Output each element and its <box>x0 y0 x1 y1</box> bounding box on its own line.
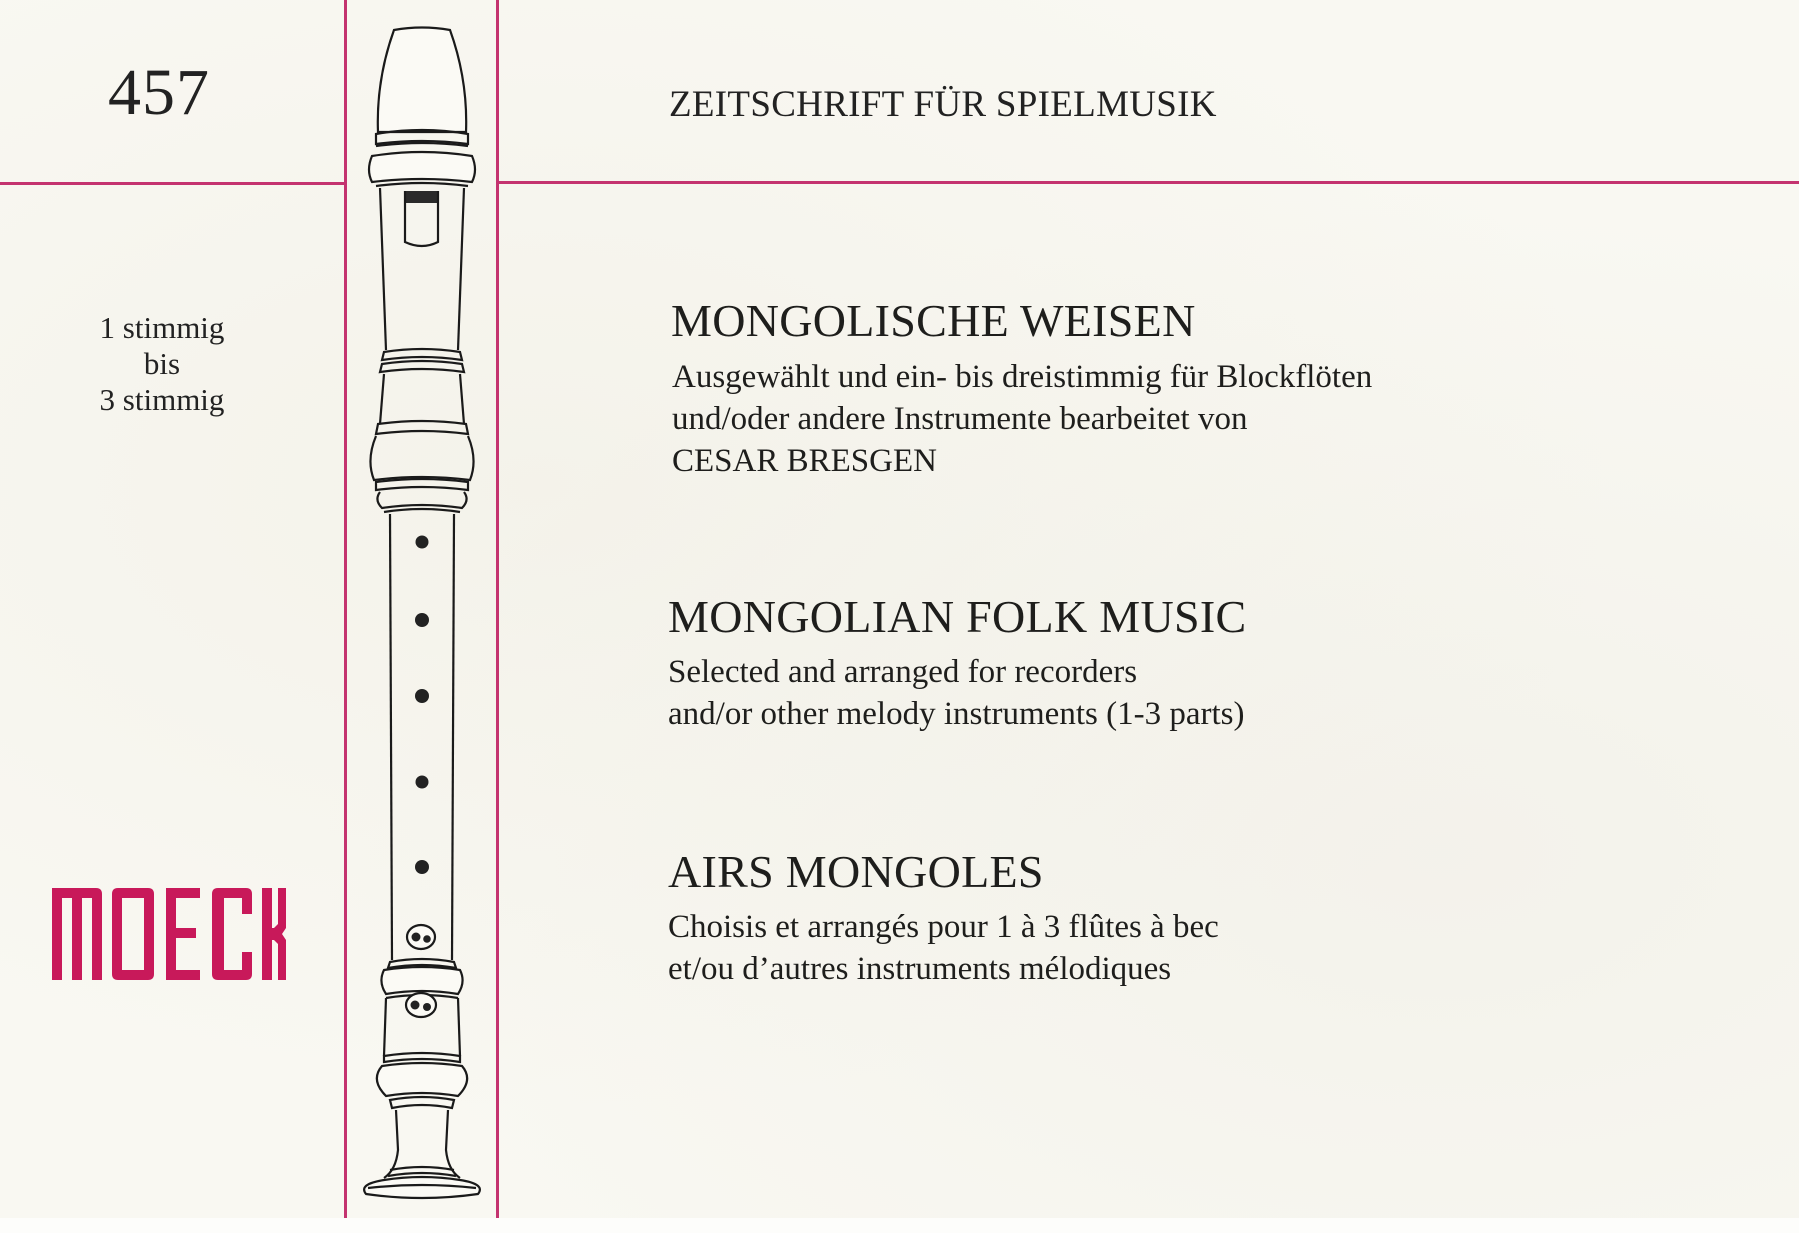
parts-line-2: bis <box>143 346 181 381</box>
subtitle-english-line-2: and/or other melody instruments (1-3 parts) <box>668 696 1245 732</box>
composer-name: CESAR BRESGEN <box>672 443 937 479</box>
left-vertical-rule <box>344 0 347 1218</box>
title-french: AIRS MONGOLES <box>668 846 1044 897</box>
journal-title: ZEITSCHRIFT FÜR SPIELMUSIK <box>669 84 1217 125</box>
catalog-number: 457 <box>108 56 210 129</box>
parts-line-3: 3 stimmig <box>99 382 225 417</box>
scan-bottom-edge <box>0 1218 1799 1233</box>
parts-line-1: 1 stimmig <box>99 310 225 345</box>
top-right-rule <box>497 181 1799 184</box>
subtitle-english-line-1: Selected and arranged for recorders <box>668 654 1138 690</box>
title-german: MONGOLISCHE WEISEN <box>671 295 1196 346</box>
subtitle-english <box>668 651 1244 735</box>
subtitle-french-line-2: et/ou d’autres instruments mélodiques <box>668 951 1172 987</box>
subtitle-german-line-2: und/oder andere Instrumente bearbeitet von <box>672 401 1248 437</box>
right-vertical-rule <box>496 0 499 1218</box>
parts-info <box>62 310 262 418</box>
subtitle-german-line-1: Ausgewählt und ein- bis dreistimmig für Blockflöten <box>672 359 1373 395</box>
moeck-logo <box>48 884 288 989</box>
subtitle-french <box>668 906 1219 990</box>
title-english: MONGOLIAN FOLK MUSIC <box>668 591 1247 642</box>
moeck-logo-icon <box>48 884 288 984</box>
top-left-rule <box>0 182 346 185</box>
recorder-illustration-icon <box>360 20 485 1205</box>
subtitle-french-line-1: Choisis et arrangés pour 1 à 3 flûtes à bec <box>668 909 1219 945</box>
subtitle-german <box>672 356 1372 482</box>
